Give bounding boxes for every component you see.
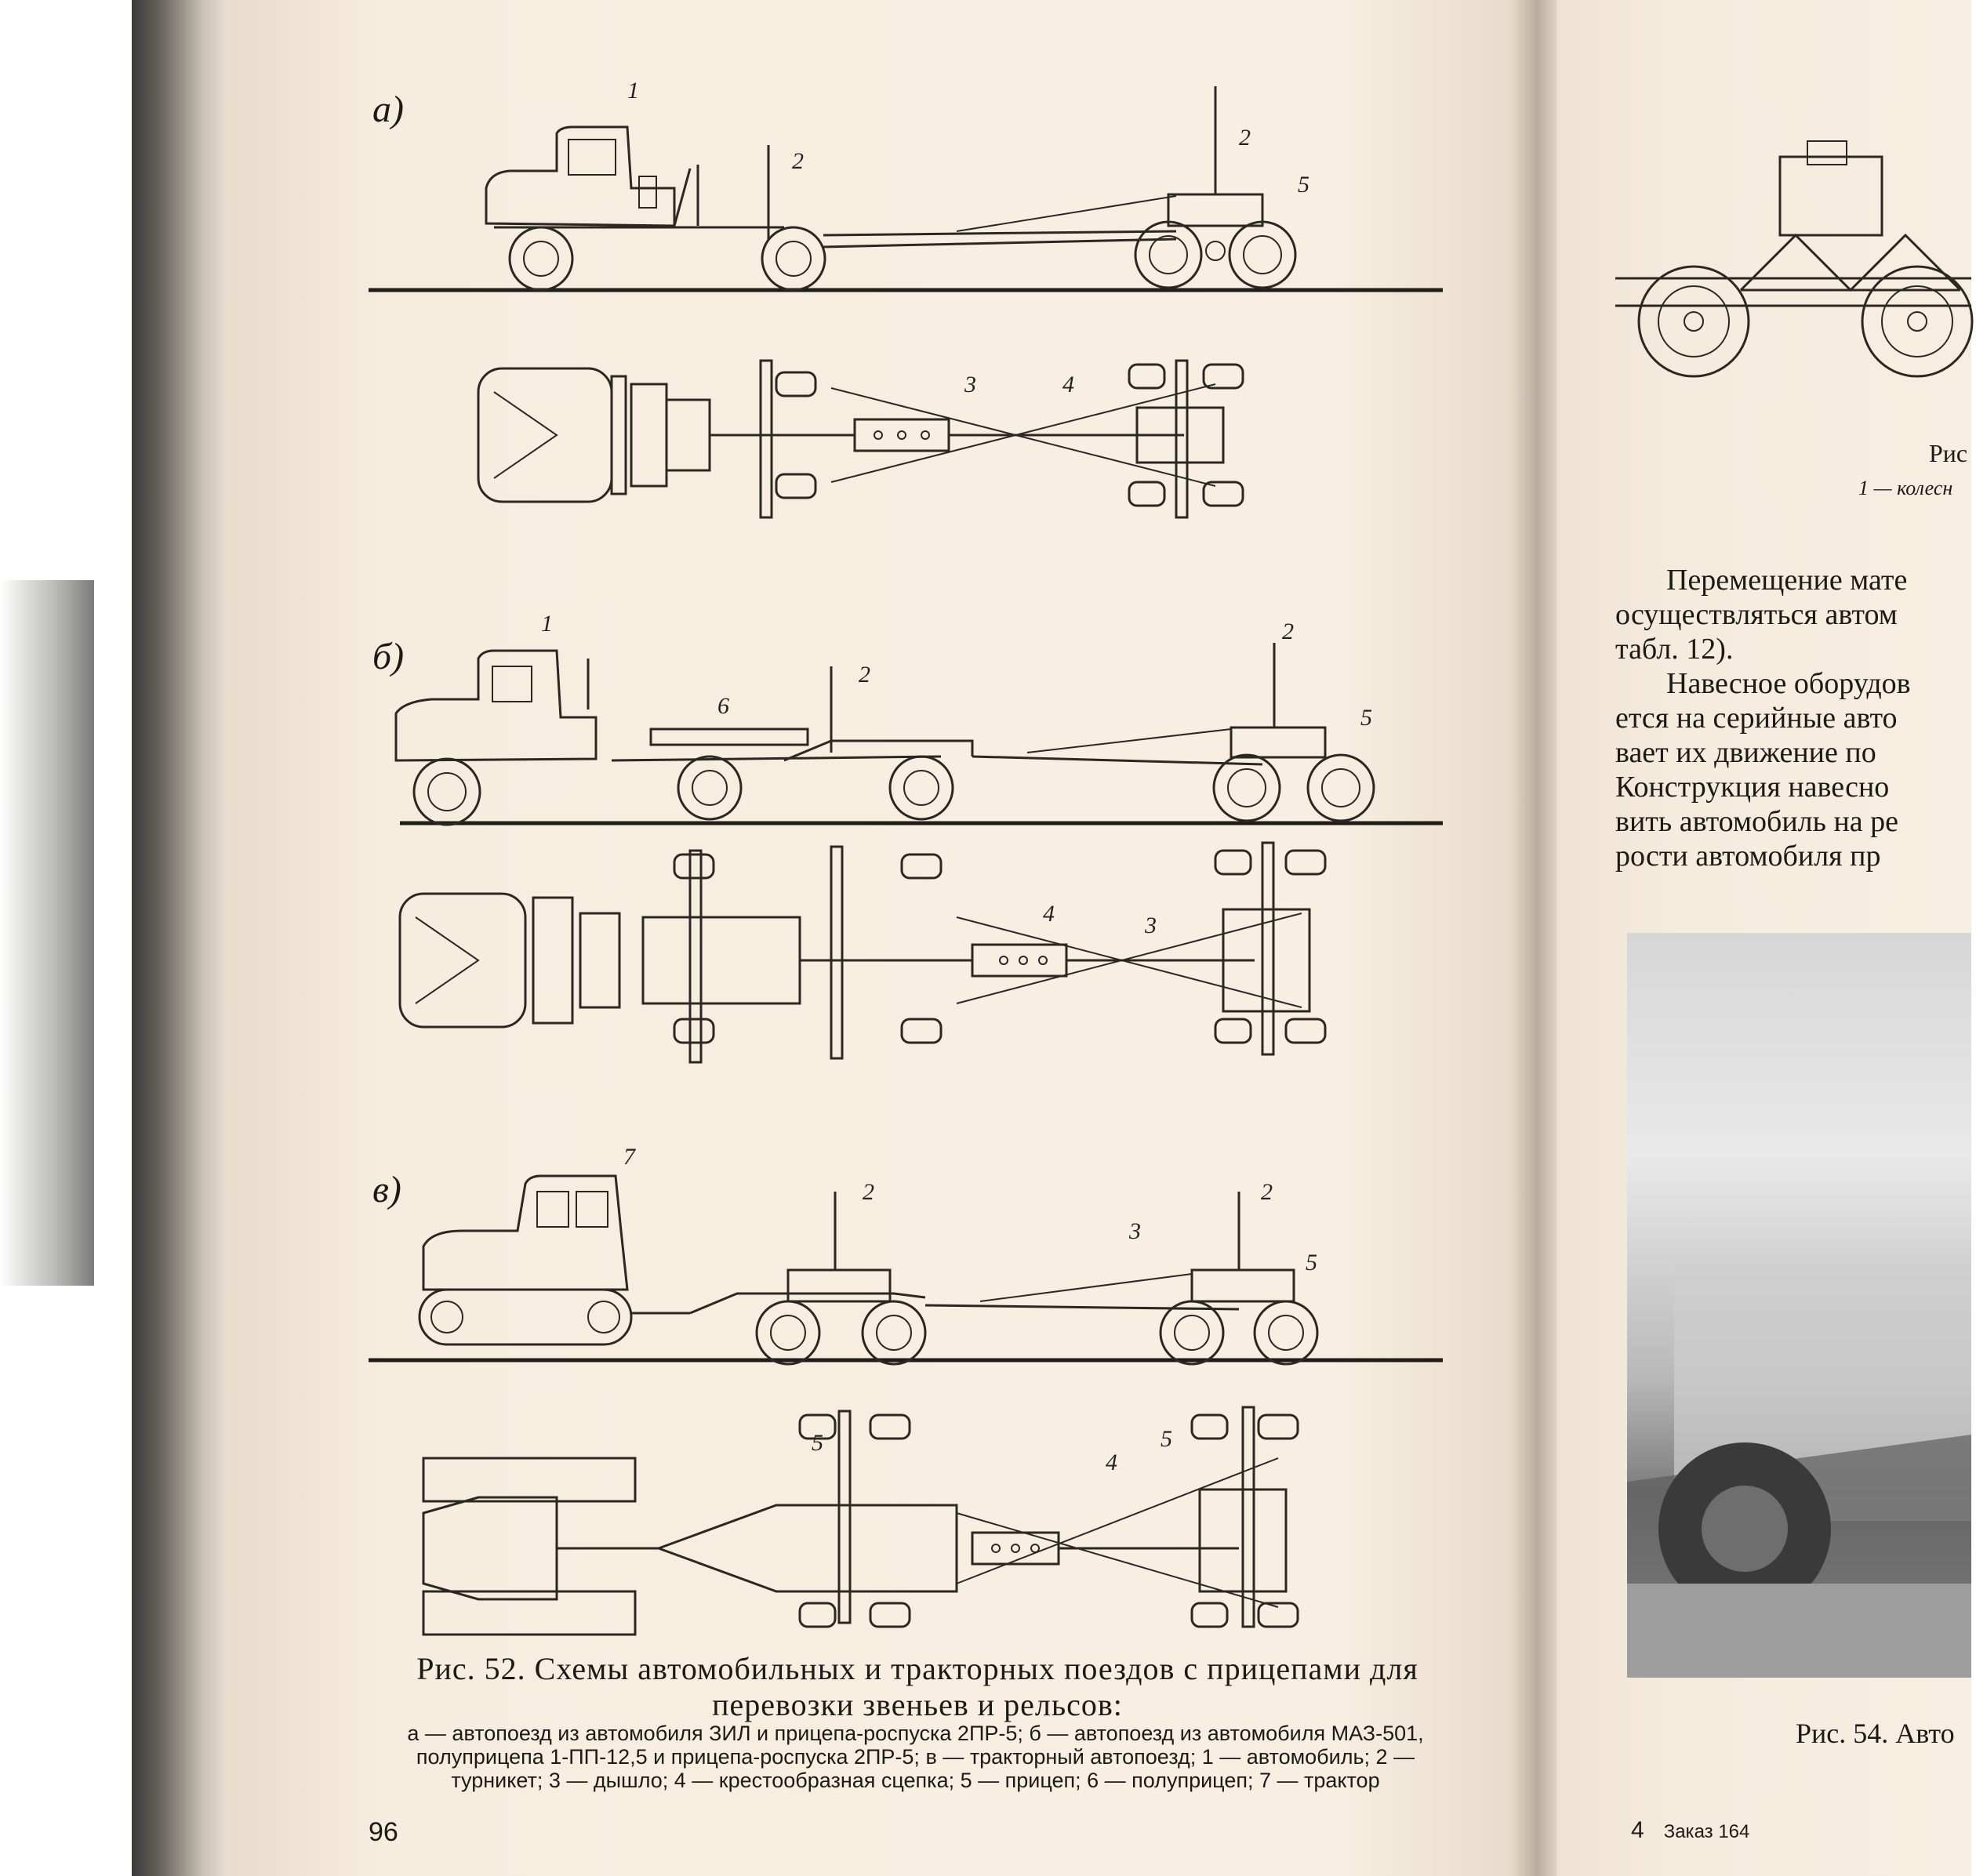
paragraph-line: вить автомобиль на ре [1615,805,1899,838]
paragraph-line: табл. 12). [1615,633,1734,666]
callout-5: 5 [812,1430,823,1456]
callout-1: 1 [541,611,553,637]
paragraph-line: осуществляться автом [1615,598,1898,631]
callout-4: 4 [1043,901,1055,927]
panel-b-drawing [361,611,1458,1098]
callout-2: 2 [863,1179,874,1205]
page-number: 96 [369,1817,398,1847]
callout-5: 5 [1298,172,1309,198]
callout-5: 5 [1360,705,1372,731]
callout-2: 2 [859,662,870,688]
trailer-2pr5-side [823,86,1295,288]
figure-53-legend: 1 — колесн [1858,477,1953,499]
panel-c-label: в) [372,1169,401,1210]
book-shadow [0,580,94,1286]
callout-2: 2 [1261,1179,1273,1205]
order-number: Заказ 164 [1663,1821,1750,1842]
trailer-rear-plan [1192,1407,1298,1627]
callout-5: 5 [1161,1426,1172,1452]
callout-1: 1 [627,78,639,103]
print-order [1631,1817,1749,1844]
figure-54-photo [1627,933,1971,1678]
trailer-2pr5-plan [1129,361,1243,517]
paragraph-line: ется на серийные авто [1615,702,1898,735]
trailer-rear-side [925,1192,1317,1364]
figure-53-drawing [1600,141,1971,392]
callout-6: 6 [717,693,729,719]
paragraph-line: Перемещение мате [1666,564,1908,597]
crossed-hitch [957,1458,1278,1607]
trailer-front-plan [659,1411,957,1627]
callout-2: 2 [1239,125,1251,151]
trailer-2pr5-side [972,643,1374,821]
tractor-plan [423,1458,659,1635]
paragraph-line: Конструкция навесно [1615,771,1890,804]
callout-5: 5 [1306,1250,1317,1275]
trailer-2pr5-plan [1215,843,1325,1054]
paragraph-line: вает их движение по [1615,736,1876,769]
figure-54-caption: Рис. 54. Авто [1796,1718,1955,1749]
panel-b-label: б) [372,636,405,677]
callout-2: 2 [792,148,804,174]
callout-4: 4 [1062,372,1074,397]
paragraph-line: Навесное оборудов [1666,667,1911,700]
callout-4: 4 [1106,1450,1117,1475]
paragraph-line: рости автомобиля пр [1615,840,1881,873]
panel-a-drawing [361,78,1458,541]
panel-a-label: а) [372,89,404,130]
book-spine-edge [132,0,234,1876]
figure-52-title: Рис. 52. Схемы автомобильных и тракторных поездов с прицепами для перевозки звеньев и рельсов: [416,1651,1418,1722]
panel-c-drawing [361,1144,1458,1638]
semitrailer-1pp-side [612,666,972,819]
figure-53-caption: Рис [1929,439,1968,467]
truck-maz501-side [396,651,596,825]
callout-7: 7 [623,1144,635,1170]
callout-3: 3 [1129,1218,1141,1244]
truck-zil-plan [478,361,949,517]
signature-number: 4 [1631,1817,1644,1843]
crossed-hitch [831,384,1215,486]
tractor-side [420,1176,690,1344]
callout-3: 3 [964,372,976,397]
callout-2: 2 [1282,619,1294,644]
callout-3: 3 [1145,913,1157,938]
right-page-text [1615,563,1976,873]
truck-maz501-plan [400,847,1066,1062]
figure-52-legend: а — автопоезд из автомобиля ЗИЛ и прицепа-роспуска 2ПР-5; б — автопоезд из автомобиля МАЗ-501, полуприцепа 1-ПП-12,5 и прицепа-роспуска 2ПР-5; в — тракторный автопоезд; 1 — автомобиль; 2 — турникет; 3 — дышло; 4 — крестообразная сцепка; 5 — прицеп; 6 — полуприцеп; 7 — трактор [407,1722,1424,1792]
truck-zil-side [486,127,825,290]
trailer-front-side [690,1192,925,1364]
